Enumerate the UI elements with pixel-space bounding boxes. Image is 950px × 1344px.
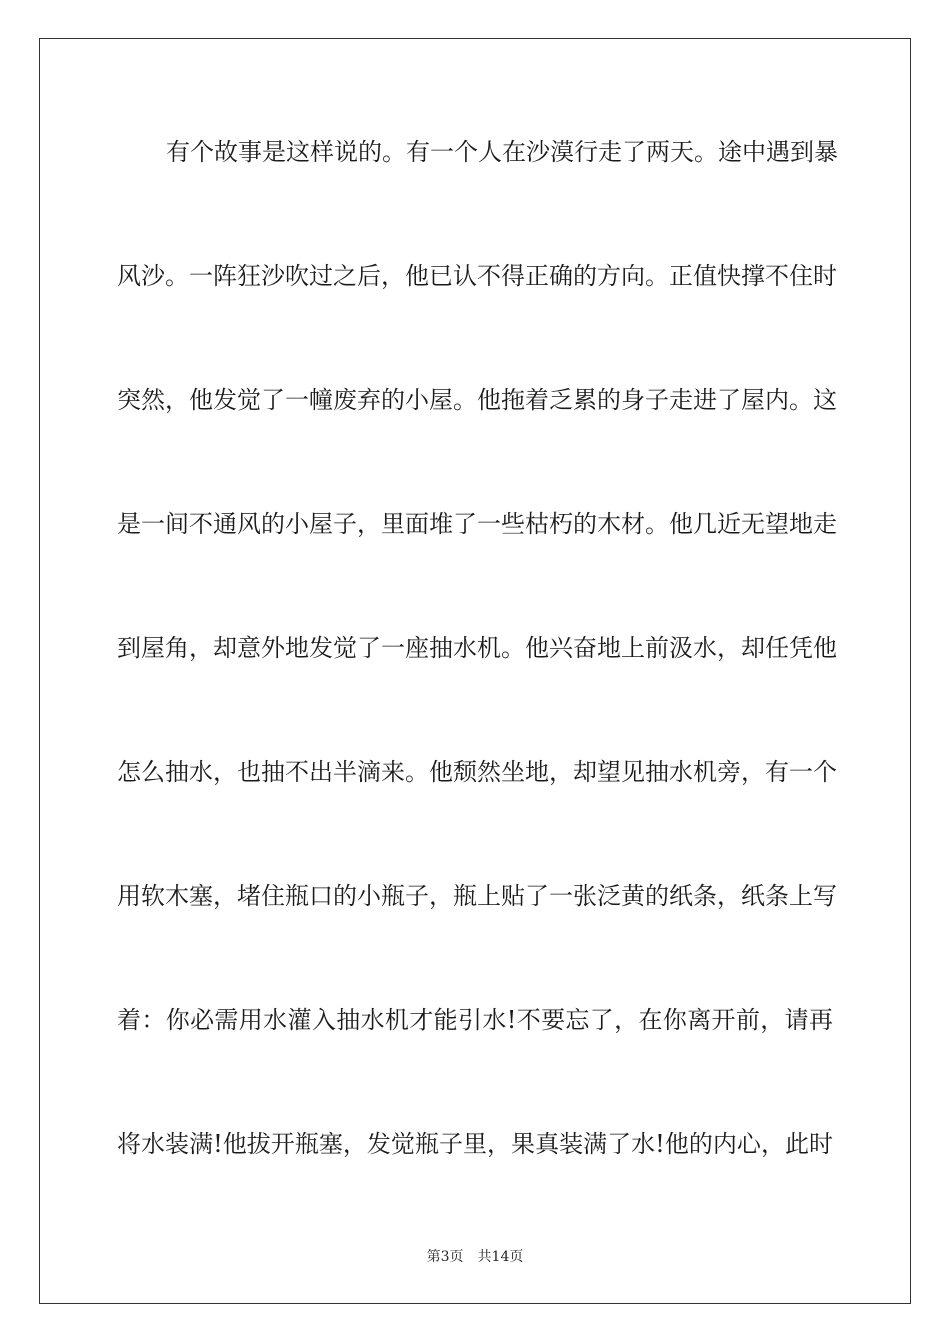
page-footer — [0, 1248, 950, 1266]
paragraph-line-7: 用软木塞，堵住瓶口的小瓶子，瓶上贴了一张泛黄的纸条，纸条上写 — [117, 882, 837, 910]
paragraph-line-4: 是一间不通风的小屋子，里面堆了一些枯朽的木材。他几近无望地走 — [117, 510, 837, 538]
paragraph-line-5: 到屋角，却意外地发觉了一座抽水机。他兴奋地上前汲水，却任凭他 — [117, 634, 837, 662]
paragraph-line-6: 怎么抽水，也抽不出半滴来。他颓然坐地，却望见抽水机旁，有一个 — [117, 758, 837, 786]
paragraph-line-9: 将水装满!他拔开瓶塞，发觉瓶子里，果真装满了水!他的内心，此时 — [117, 1130, 833, 1158]
page-number: 第3页 — [426, 1249, 464, 1265]
paragraph-line-8: 着：你必需用水灌入抽水机才能引水!不要忘了，在你离开前，请再 — [117, 1006, 833, 1034]
page-border — [39, 38, 911, 1304]
total-pages: 共14页 — [477, 1249, 524, 1265]
paragraph-line-2: 风沙。一阵狂沙吹过之后，他已认不得正确的方向。正值快撑不住时 — [117, 262, 837, 290]
paragraph-line-3: 突然，他发觉了一幢废弃的小屋。他拖着乏累的身子走进了屋内。这 — [117, 386, 837, 414]
paragraph-line-1: 有个故事是这样说的。有一个人在沙漠行走了两天。途中遇到暴 — [166, 138, 838, 166]
